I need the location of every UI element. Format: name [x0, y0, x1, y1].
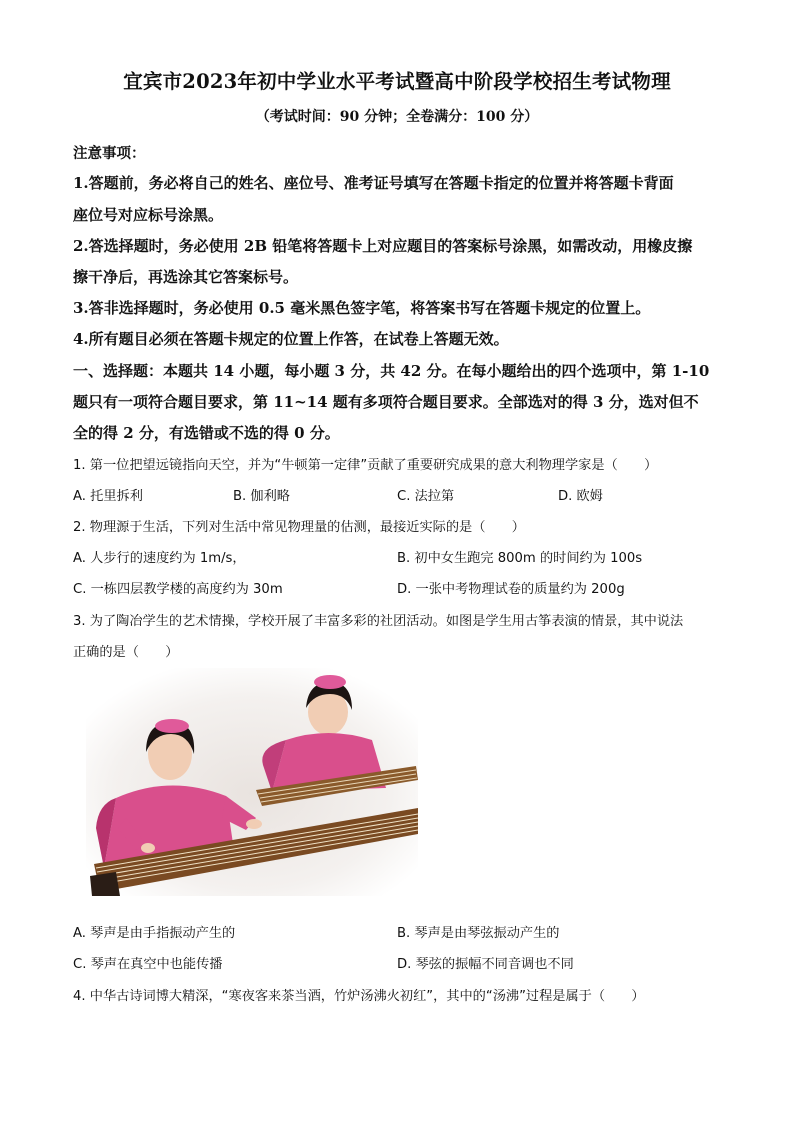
- question-2-option-d: D. 一张中考物理试卷的质量约为 200g: [397, 582, 625, 597]
- section-1-instructions-line-1: 一、选择题：本题共 14 小题，每小题 3 分，共 42 分。在每小题给出的四个选项中，第 1-10: [73, 362, 710, 380]
- question-1-option-a: A. 托里拆利: [73, 489, 143, 504]
- exam-title: 宜宾市2023年初中学业水平考试暨高中阶段学校招生考试物理: [123, 70, 671, 93]
- notice-item-3: 3.答非选择题时，务必使用 0.5 毫米黑色签字笔，将答案书写在答题卡规定的位置上。: [73, 299, 651, 317]
- section-1-instructions-line-3: 全的得 2 分，有选错或不选的得 0 分。: [73, 424, 340, 442]
- question-3-option-d: D. 琴弦的振幅不同音调也不同: [397, 957, 574, 972]
- notice-item-2-line-1: 2.答选择题时，务必使用 2B 铅笔将答题卡上对应题目的答案标号涂黑，如需改动，用橡皮擦: [73, 237, 693, 255]
- question-3-option-c: C. 琴声在真空中也能传播: [73, 957, 223, 972]
- guzheng-performance-photo: [86, 668, 418, 896]
- question-1-stem: 1. 第一位把望远镜指向天空，并为“牛顿第一定律”贡献了重要研究成果的意大利物理学家是（ ）: [73, 458, 658, 473]
- question-3-option-a: A. 琴声是由手指振动产生的: [73, 926, 236, 941]
- question-1-option-c: C. 法拉第: [397, 489, 455, 504]
- question-2-stem: 2. 物理源于生活，下列对生活中常见物理量的估测，最接近实际的是（ ）: [73, 520, 525, 535]
- exam-subtitle: （考试时间：90 分钟；全卷满分：100 分）: [255, 109, 539, 125]
- question-2-option-b: B. 初中女生跑完 800m 的时间约为 100s: [397, 551, 643, 566]
- question-3-stem-line-2: 正确的是（ ）: [73, 645, 179, 660]
- question-2-option-c: C. 一栋四层教学楼的高度约为 30m: [73, 582, 283, 597]
- notice-item-2-line-2: 擦干净后，再选涂其它答案标号。: [73, 268, 299, 286]
- question-3-stem-line-1: 3. 为了陶冶学生的艺术情操，学校开展了丰富多彩的社团活动。如图是学生用古筝表演的情景，其中说法: [73, 614, 684, 629]
- section-1-instructions-line-2: 题只有一项符合题目要求，第 11~14 题有多项符合题目要求。全部选对的得 3 分，选对但不: [73, 393, 699, 411]
- question-2-option-a: A. 人步行的速度约为 1m/s，: [73, 551, 246, 566]
- question-3-option-b: B. 琴声是由琴弦振动产生的: [397, 926, 560, 941]
- question-1-option-b: B. 伽利略: [233, 489, 290, 504]
- question-4-stem: 4. 中华古诗词博大精深，“寒夜客来茶当酒，竹炉汤沸火初红”，其中的“汤沸”过程是属于（ ）: [73, 989, 645, 1004]
- notice-item-1-line-2: 座位号对应标号涂黑。: [73, 206, 224, 224]
- notice-item-4: 4.所有题目必须在答题卡规定的位置上作答，在试卷上答题无效。: [73, 330, 509, 348]
- notice-item-1-line-1: 1.答题前，务必将自己的姓名、座位号、准考证号填写在答题卡指定的位置并将答题卡背面: [73, 174, 674, 192]
- question-1-option-d: D. 欧姆: [558, 489, 603, 504]
- notice-heading: 注意事项：: [73, 145, 146, 162]
